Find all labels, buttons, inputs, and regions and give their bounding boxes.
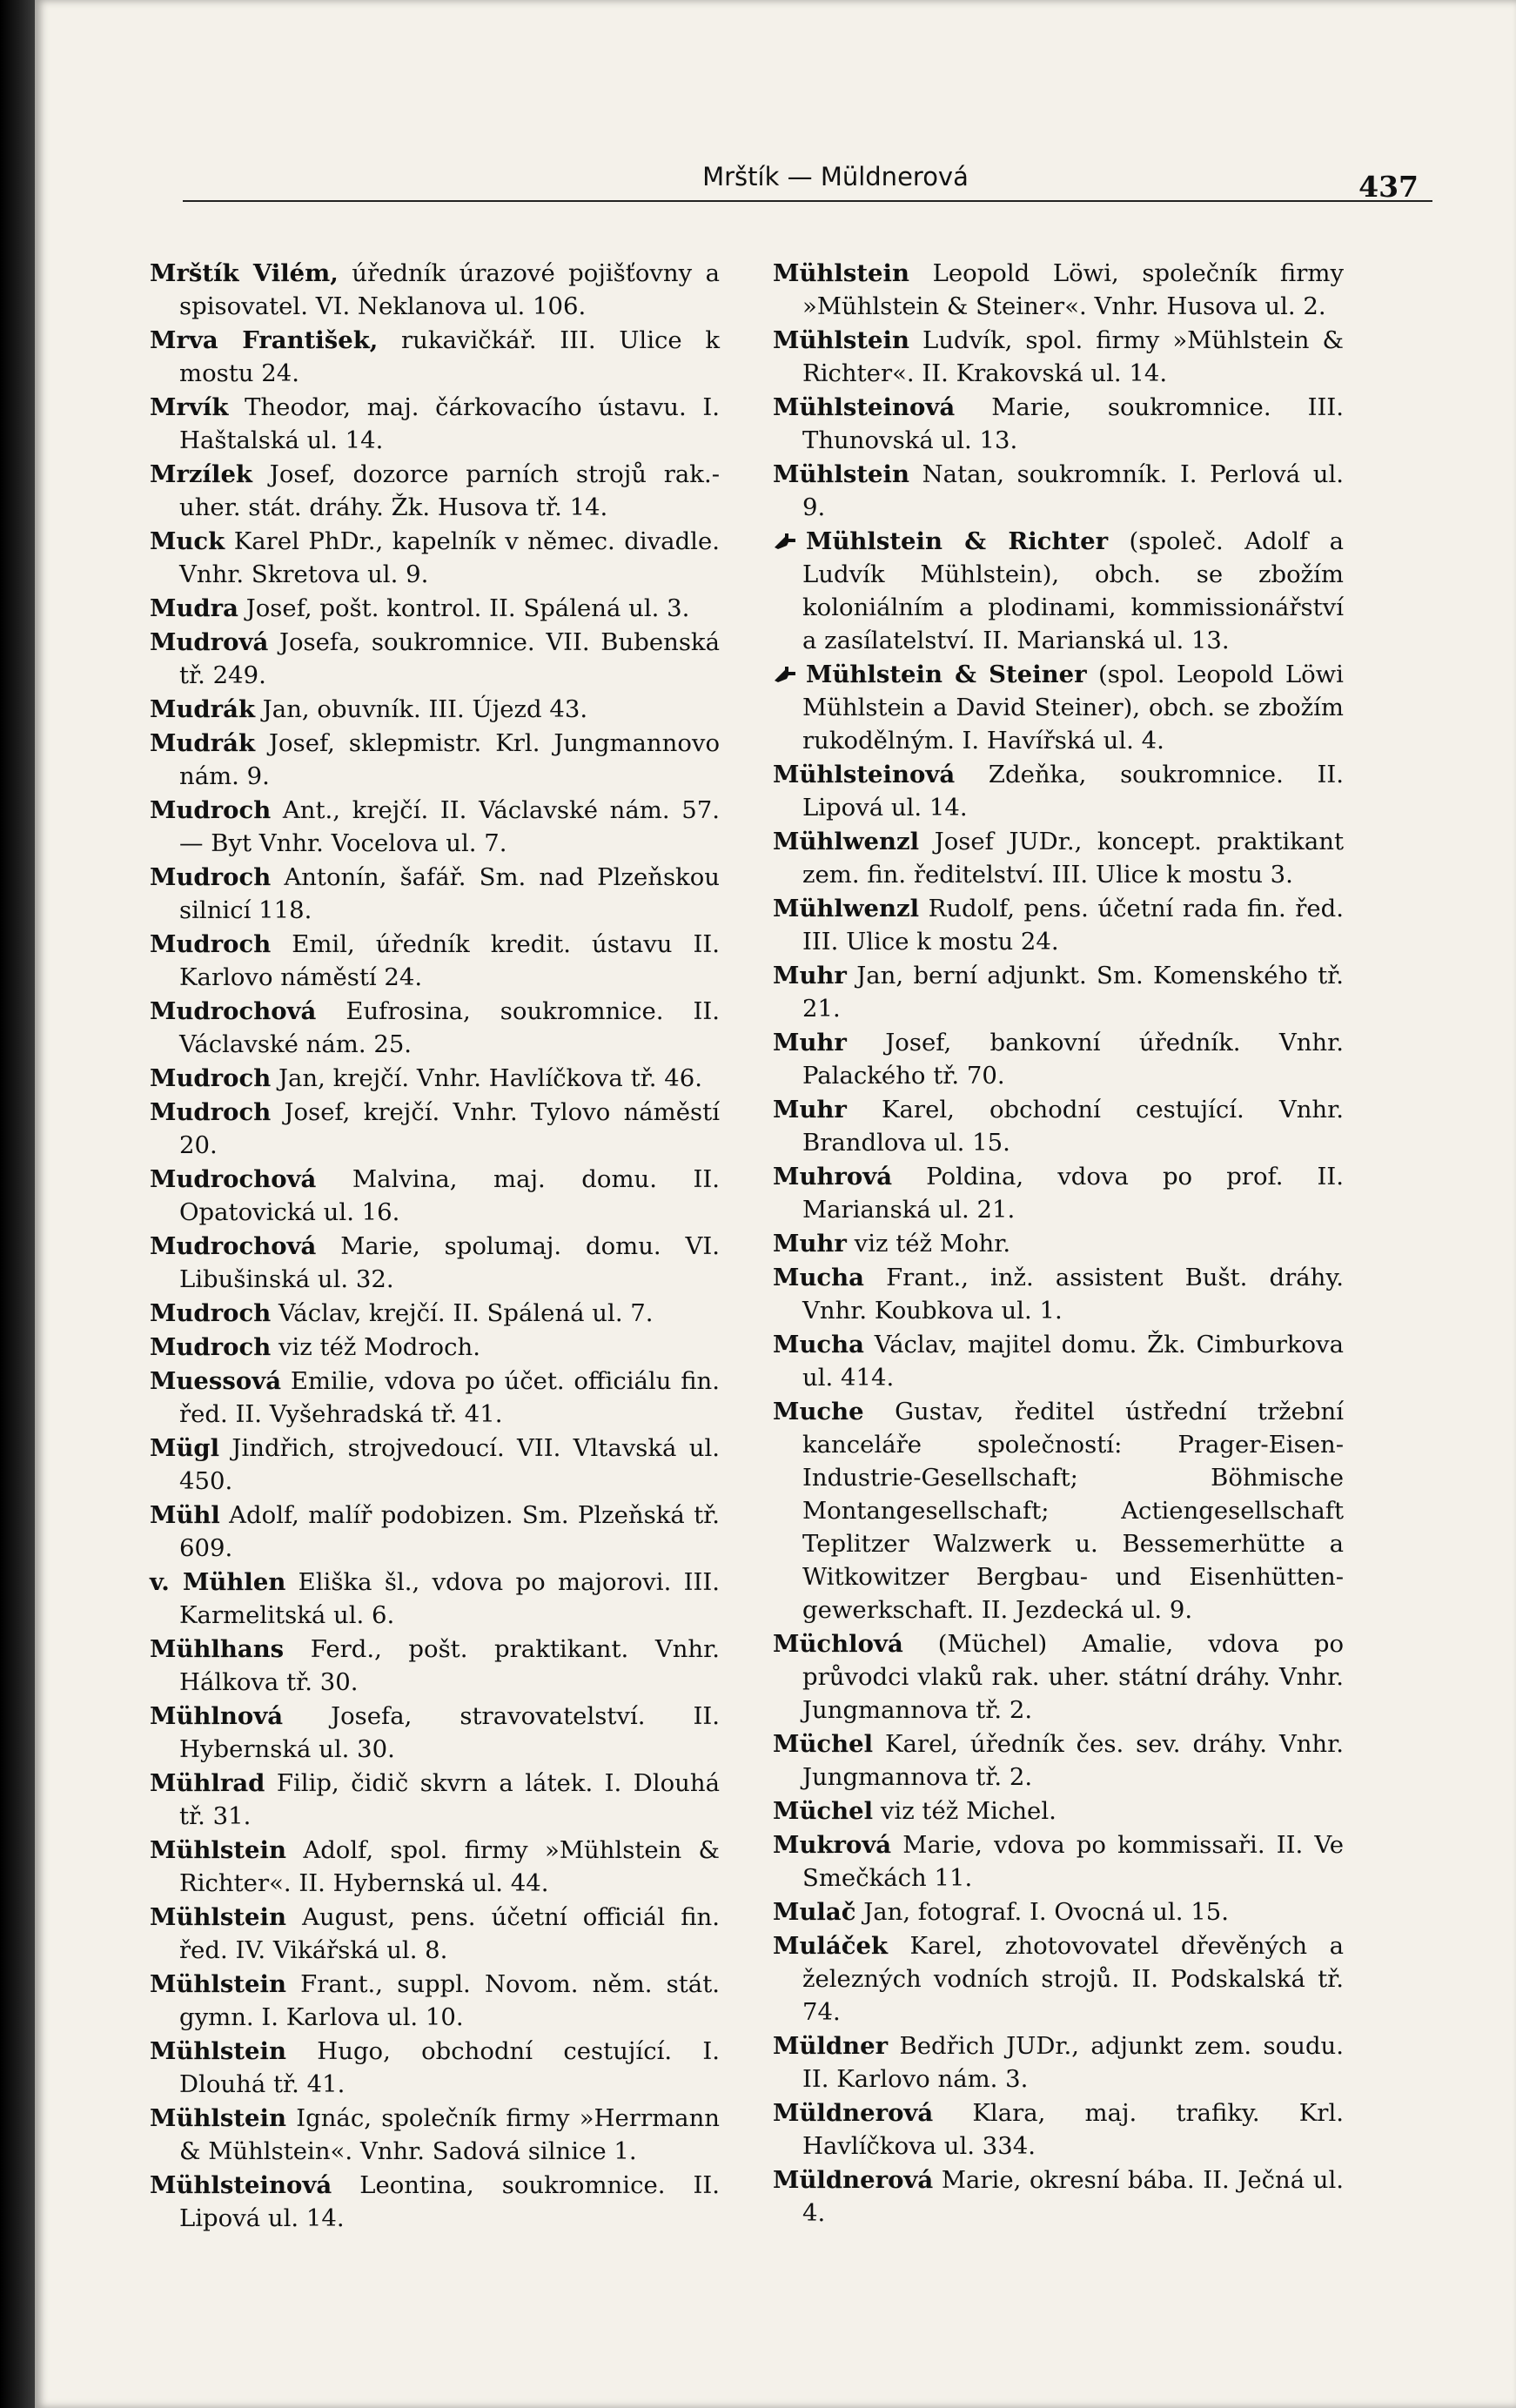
directory-entry — [150, 861, 720, 927]
directory-entry — [150, 1331, 720, 1364]
entry-name: Mudroch — [150, 1098, 272, 1126]
entry-details: Theodor, maj. čárkovacího ústavu. I. Haštalská ul. 14. — [179, 393, 720, 454]
entry-details: Karel, zhotovovatel dřevěných a železných vodních strojů. II. Podskalská tř. 74. — [802, 1932, 1344, 2026]
entry-details: Natan, soukromník. I. Perlová ul. 9. — [802, 460, 1344, 521]
entry-name: Muhr — [773, 962, 847, 989]
entry-name: Mrštík Vilém, — [150, 259, 339, 287]
entry-name: Mühlstein — [150, 2037, 286, 2065]
entry-name: Muhrová — [773, 1163, 893, 1191]
entry-details: úředník úrazové pojišťovny a spisovatel. VI. Neklanova ul. 106. — [179, 259, 720, 320]
entry-name: Muessová — [150, 1367, 282, 1395]
entry-details: Eufrosina, soukromnice. II. Václavské nám. 25. — [179, 997, 720, 1058]
directory-entry — [150, 626, 720, 692]
directory-entry — [150, 928, 720, 994]
directory-entry — [150, 727, 720, 793]
entry-details: Poldina, vdova po prof. II. Marianská ul. 21. — [802, 1163, 1344, 1224]
entry-name: Mudroch — [150, 796, 272, 824]
entry-details: (spol. Leopold Löwi Mühlstein a David Steiner), obch. se zbožím rukodělným. I. Havířská ul. 4. — [802, 661, 1344, 755]
entry-details: Gustav, ředitel ústřední tržební kanceláře společností: Prager-Eisen-Industrie-Gesellschaft; Böhmische Montangesellschaft; Actiengesellschaft Teplitzer Walzwerk u. Bessemerhütte a Witkowitzer Bergbau- und Eisenhütten-gewerkschaft. II. Jezdecká ul. 9. — [802, 1398, 1344, 1624]
entry-name: Mühlstein & Steiner — [806, 661, 1087, 688]
entry-details: Marie, vdova po kommissaři. II. Ve Smečkách 11. — [802, 1831, 1344, 1892]
directory-entry — [150, 1096, 720, 1162]
directory-entry — [773, 1727, 1344, 1794]
directory-entry — [773, 758, 1344, 824]
entry-name: Mühlstein — [773, 259, 909, 287]
entry-details: Václav, majitel domu. Žk. Cimburkova ul. 414. — [802, 1331, 1344, 1392]
entry-name: Mudrochová — [150, 1232, 317, 1260]
entry-details: Ignác, společník firmy »Herrmann & Mühlstein«. Vnhr. Sadová silnice 1. — [179, 2104, 720, 2165]
directory-entry — [773, 658, 1344, 757]
entry-name: Mügl — [150, 1434, 220, 1462]
directory-entry — [150, 2169, 720, 2235]
entry-name: Mühlstein — [773, 460, 909, 488]
directory-entry — [150, 1499, 720, 1565]
entry-name: Mudroch — [150, 1299, 272, 1327]
directory-entry — [773, 391, 1344, 457]
entry-name: Mühlsteinová — [773, 761, 956, 788]
directory-entry — [150, 257, 720, 323]
header-rule — [183, 200, 1432, 202]
running-title: Mrštík — Müldnerová — [702, 162, 969, 191]
entry-name: Mühlrad — [150, 1769, 265, 1797]
directory-entry — [150, 1633, 720, 1699]
directory-entry — [773, 1895, 1344, 1928]
entry-details: Eliška šl., vdova po majorovi. III. Karmelitská ul. 6. — [179, 1568, 721, 1629]
entry-name: Mühlwenzl — [773, 895, 920, 922]
entry-name: Mühlstein — [150, 2104, 286, 2132]
entry-name: Mudroch — [150, 1333, 272, 1361]
directory-entry — [150, 1432, 720, 1498]
directory-entry — [773, 1026, 1344, 1092]
directory-entry — [773, 1160, 1344, 1226]
directory-entry — [773, 1227, 1344, 1260]
entry-name: Müchlová — [773, 1630, 903, 1658]
entry-name: Mudrová — [150, 628, 269, 656]
directory-entry — [150, 1062, 720, 1095]
entry-name: Mucha — [773, 1264, 864, 1291]
entry-details: Emilie, vdova po účet. officiálu fin. řed. II. Vyšehradská tř. 41. — [179, 1367, 720, 1428]
entry-details: (společ. Adolf a Ludvík Mühlstein), obch. se zbožím koloniálním a plodinami, kommissionářství a zasílatelství. II. Marianská ul. 13. — [802, 527, 1345, 654]
entry-details: Jindřich, strojvedoucí. VII. Vltavská ul. 450. — [179, 1434, 720, 1495]
pointing-hand-icon — [773, 527, 797, 546]
entry-name: Mudroch — [150, 1064, 272, 1092]
entry-details: (Müchel) Amalie, vdova po průvodci vlaků rak. uher. státní dráhy. Vnhr. Jungmannova tř. 2. — [802, 1630, 1344, 1724]
entry-details: Klara, maj. trafiky. Krl. Havlíčkova ul. 334. — [802, 2099, 1344, 2160]
entry-details: Ferd., pošt. praktikant. Vnhr. Hálkova tř. 30. — [179, 1635, 720, 1696]
directory-entry — [150, 794, 720, 860]
entry-details: Ludvík, spol. firmy »Mühlstein & Richter«. II. Krakovská ul. 14. — [802, 326, 1344, 387]
pointing-hand-icon — [773, 660, 797, 679]
entry-details: Václav, krejčí. II. Spálená ul. 7. — [271, 1299, 654, 1327]
directory-entry — [150, 1163, 720, 1229]
entry-name: Mühlstein — [150, 1836, 286, 1864]
directory-entry — [773, 1261, 1344, 1327]
entry-details: August, pens. účetní officiál fin. řed. IV. Vikářská ul. 8. — [179, 1903, 720, 1964]
entry-details: Hugo, obchodní cestující. I. Dlouhá tř. 41. — [179, 2037, 720, 2098]
entry-name: Mühl — [150, 1501, 220, 1529]
entry-details: Jan, berní adjunkt. Sm. Komenského tř. 21. — [802, 962, 1344, 1023]
directory-entry — [773, 525, 1344, 657]
entry-details: Marie, okresní bába. II. Ječná ul. 4. — [802, 2166, 1344, 2227]
entry-details: Josef, sklepmistr. Krl. Jungmannovo nám. 9. — [179, 729, 720, 790]
entry-details: Karel, obchodní cestující. Vnhr. Brandlova ul. 15. — [802, 1096, 1344, 1157]
directory-entry — [150, 592, 720, 625]
directory-entry — [773, 1929, 1344, 2029]
book-spine-shadow — [0, 0, 35, 2408]
entry-name: Muck — [150, 527, 225, 555]
directory-entry — [150, 995, 720, 1061]
directory-entry — [773, 458, 1344, 524]
directory-entry — [150, 1968, 720, 2034]
directory-entry — [773, 257, 1344, 323]
entry-details: Frant., suppl. Novom. něm. stát. gymn. I. Karlova ul. 10. — [179, 1970, 720, 2031]
entry-name: Mühlhans — [150, 1635, 285, 1663]
entry-details: Frant., inž. assistent Bušt. dráhy. Vnhr. Koubkova ul. 1. — [802, 1264, 1344, 1325]
directory-entry — [773, 892, 1344, 958]
entry-details: Marie, spolumaj. domu. VI. Libušinská ul. 32. — [179, 1232, 720, 1293]
entry-name: Mühlstein — [150, 1970, 286, 1998]
directory-entry — [150, 391, 720, 457]
directory-entry — [773, 959, 1344, 1025]
directory-entry — [150, 1700, 720, 1766]
directory-entry — [773, 1395, 1344, 1627]
entry-name: v. Mühlen — [150, 1568, 286, 1596]
directory-entry — [150, 525, 720, 591]
entry-name: Mühlnová — [150, 1702, 284, 1730]
directory-entry — [150, 2102, 720, 2168]
entry-details: Filip, čidič skvrn a látek. I. Dlouhá tř. 31. — [179, 1769, 720, 1830]
entry-details: Emil, úředník kredit. ústavu II. Karlovo náměstí 24. — [179, 930, 720, 991]
entry-name: Muche — [773, 1398, 864, 1425]
entry-details: Ant., krejčí. II. Václavské nám. 57. — Byt Vnhr. Vocelova ul. 7. — [179, 796, 720, 857]
entry-details: Josef, krejčí. Vnhr. Tylovo náměstí 20. — [179, 1098, 720, 1159]
directory-entry — [773, 2163, 1344, 2230]
directory-entry — [773, 1627, 1344, 1727]
directory-entry — [773, 2096, 1344, 2163]
entry-name: Mudrák — [150, 729, 256, 757]
entry-name: Mrvík — [150, 393, 229, 421]
directory-entry — [150, 1365, 720, 1431]
entry-details: Josef JUDr., koncept. praktikant zem. fin. ředitelství. III. Ulice k mostu 3. — [802, 828, 1344, 889]
entry-details: viz též Mohr. — [846, 1230, 1011, 1258]
entry-name: Mucha — [773, 1331, 864, 1358]
entry-details: Josef, dozorce parních strojů rak.-uher. stát. dráhy. Žk. Husova tř. 14. — [179, 460, 720, 521]
directory-entry — [150, 1767, 720, 1833]
entry-details: Zdeňka, soukromnice. II. Lipová ul. 14. — [802, 761, 1344, 822]
entry-name: Mühlsteinová — [773, 393, 956, 421]
entry-details: Josefa, soukromnice. VII. Bubenská tř. 249. — [179, 628, 720, 689]
directory-entry — [150, 693, 720, 726]
directory-entry — [773, 1093, 1344, 1159]
entry-name: Mrva František, — [150, 326, 379, 354]
entry-name: Mühlstein — [773, 326, 909, 354]
entry-details: Jan, krejčí. Vnhr. Havlíčkova tř. 46. — [271, 1064, 702, 1092]
entry-name: Mühlwenzl — [773, 828, 920, 855]
directory-entry — [773, 825, 1344, 891]
directory-entry — [150, 1566, 720, 1632]
right-column — [773, 257, 1344, 2230]
entry-name: Mühlstein & Richter — [806, 527, 1109, 555]
directory-entry — [773, 324, 1344, 390]
entry-details: Josefa, stravovatelství. II. Hybernská ul. 30. — [179, 1702, 720, 1763]
page-number: 437 — [1358, 170, 1419, 204]
entry-name: Mudra — [150, 594, 238, 622]
directory-entry — [150, 1297, 720, 1330]
entry-details: Jan, fotograf. I. Ovocná ul. 15. — [855, 1898, 1229, 1926]
entry-name: Müldner — [773, 2032, 889, 2060]
directory-entry — [773, 1828, 1344, 1895]
entry-name: Müldnerová — [773, 2166, 934, 2194]
directory-entry — [773, 1328, 1344, 1394]
entry-details: viz též Modroch. — [271, 1333, 480, 1361]
entry-details: Antonín, šafář. Sm. nad Plzeňskou silnicí 118. — [179, 863, 720, 924]
directory-entry — [150, 1901, 720, 1967]
directory-entry — [150, 458, 720, 524]
entry-name: Muhr — [773, 1230, 847, 1258]
entry-name: Mudroch — [150, 930, 272, 958]
entry-name: Mukrová — [773, 1831, 892, 1859]
directory-entry — [773, 2029, 1344, 2096]
directory-entry — [150, 1834, 720, 1900]
entry-name: Mühlstein — [150, 1903, 286, 1931]
entry-details: Josef, bankovní úředník. Vnhr. Palackého tř. 70. — [802, 1029, 1344, 1090]
entry-details: Josef, pošt. kontrol. II. Spálená ul. 3. — [238, 594, 690, 622]
entry-details: Jan, obuvník. III. Újezd 43. — [255, 695, 588, 723]
entry-details: Leopold Löwi, společník firmy »Mühlstein & Steiner«. Vnhr. Husova ul. 2. — [802, 259, 1344, 320]
entry-name: Mudrochová — [150, 997, 317, 1025]
entry-details: Adolf, malíř podobizen. Sm. Plzeňská tř. 609. — [179, 1501, 720, 1562]
entry-name: Muhr — [773, 1096, 847, 1124]
directory-entry — [150, 324, 720, 390]
entry-name: Müchel — [773, 1797, 874, 1825]
entry-details: Bedřich JUDr., adjunkt zem. soudu. II. Karlovo nám. 3. — [802, 2032, 1344, 2093]
entry-name: Mudrochová — [150, 1165, 317, 1193]
entry-name: Mrzílek — [150, 460, 252, 488]
entry-details: Karel PhDr., kapelník v němec. divadle. Vnhr. Skretova ul. 9. — [179, 527, 720, 588]
entry-details: Rudolf, pens. účetní rada fin. řed. III. Ulice k mostu 24. — [802, 895, 1344, 956]
entry-details: Leontina, soukromnice. II. Lipová ul. 14. — [179, 2171, 720, 2232]
left-column — [150, 257, 720, 2236]
directory-entry — [150, 1230, 720, 1296]
directory-entry — [150, 2035, 720, 2101]
entry-details: Marie, soukromnice. III. Thunovská ul. 13. — [802, 393, 1344, 454]
entry-name: Mudrák — [150, 695, 256, 723]
entry-name: Muhr — [773, 1029, 847, 1056]
entry-name: Mudroch — [150, 863, 272, 891]
entry-name: Mühlsteinová — [150, 2171, 332, 2199]
entry-details: Adolf, spol. firmy »Mühlstein & Richter«. II. Hybernská ul. 44. — [179, 1836, 720, 1897]
entry-name: Muláček — [773, 1932, 888, 1960]
entry-details: Malvina, maj. domu. II. Opatovická ul. 16. — [179, 1165, 720, 1226]
entry-details: Karel, úředník čes. sev. dráhy. Vnhr. Jungmannova tř. 2. — [802, 1730, 1344, 1791]
entry-name: Mulač — [773, 1898, 856, 1926]
entry-details: rukavičkář. III. Ulice k mostu 24. — [179, 326, 720, 387]
entry-name: Müldnerová — [773, 2099, 934, 2127]
directory-entry — [773, 1794, 1344, 1828]
entry-name: Müchel — [773, 1730, 874, 1758]
entry-details: viz též Michel. — [873, 1797, 1057, 1825]
